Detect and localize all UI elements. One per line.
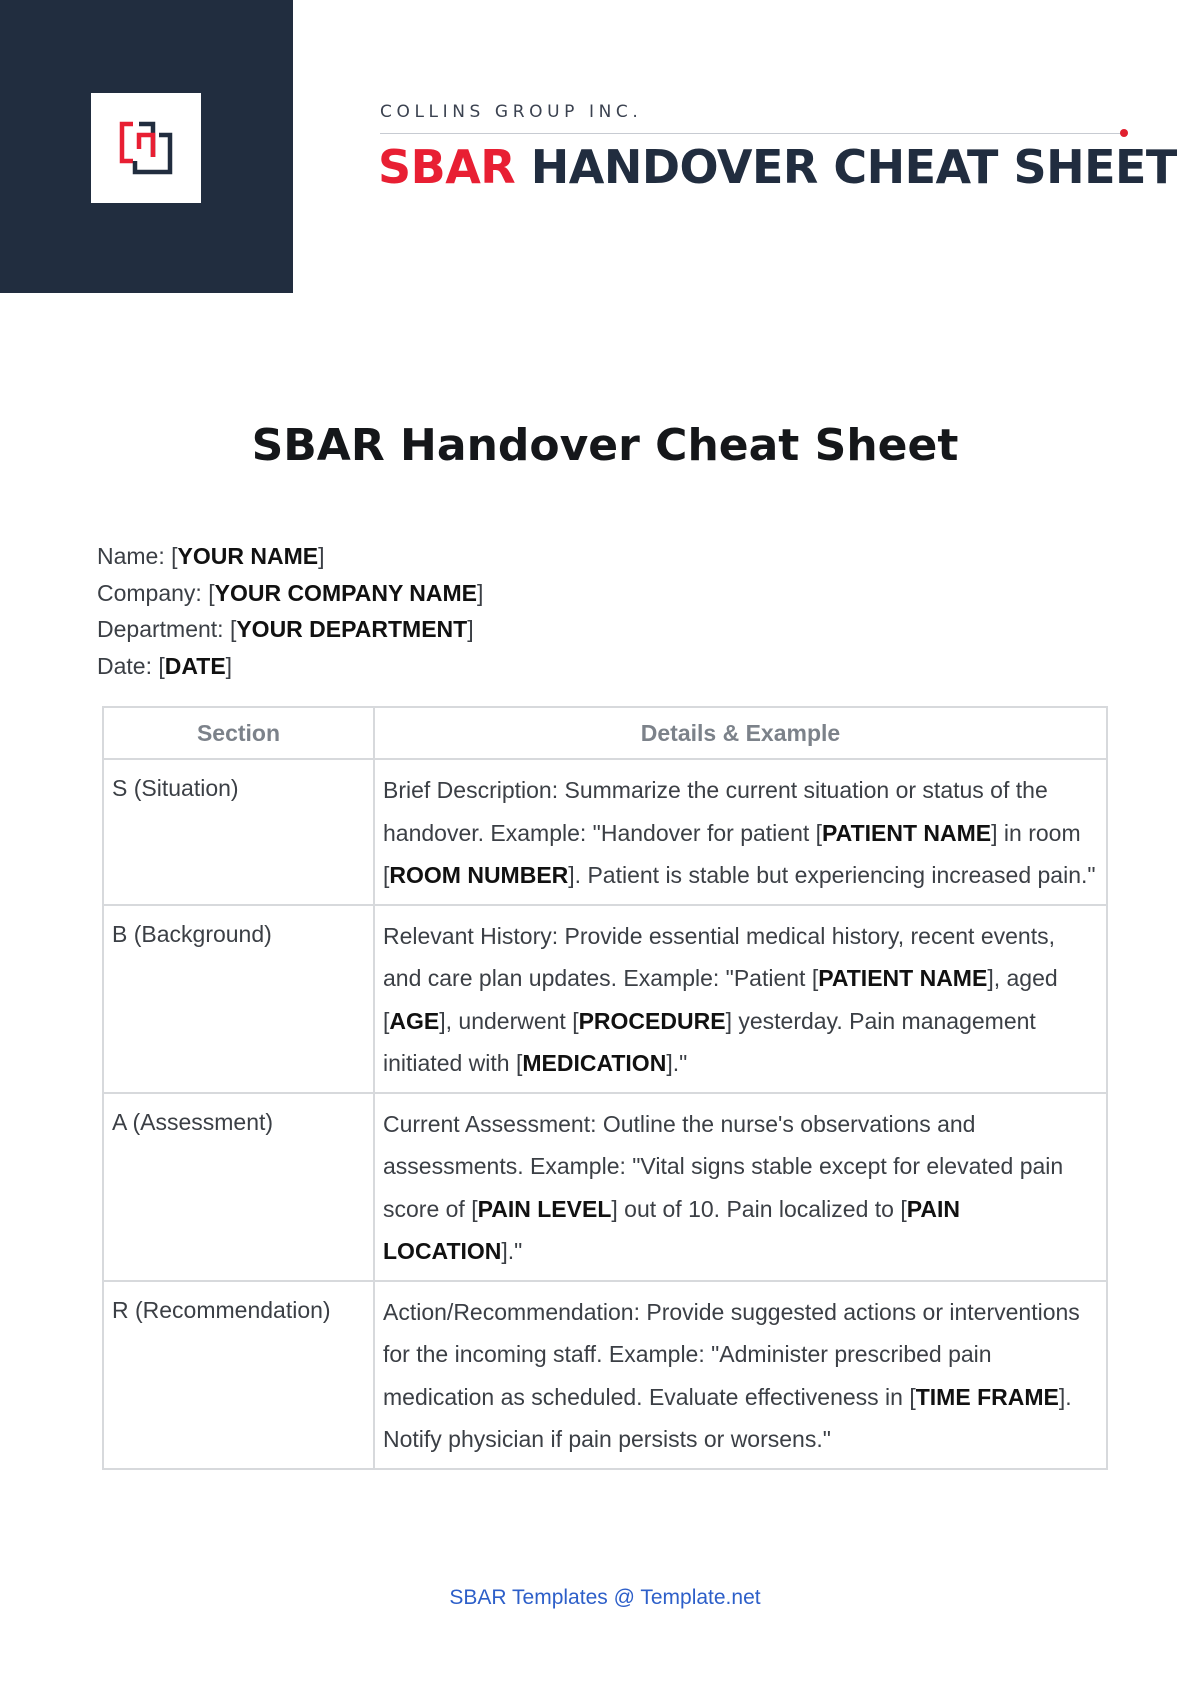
section-cell: B (Background) [103, 905, 374, 1093]
company-name: COLLINS GROUP INC. [380, 102, 643, 122]
section-cell: A (Assessment) [103, 1093, 374, 1281]
name-field: Name: [YOUR NAME] [97, 543, 325, 569]
field-label: Date: [97, 652, 159, 679]
headline-accent: SBAR [378, 140, 516, 194]
footer-link[interactable]: SBAR Templates @ Template.net [449, 1586, 761, 1609]
details-text: ]. Patient is stable but experiencing increased pain." [568, 862, 1096, 888]
table-row [103, 759, 1107, 905]
details-text: Relevant History: Provide essential medical history, recent events, and care plan updates. Example: "Patient [ [383, 922, 1055, 991]
details-text: ]. Notify physician if pain persists or worsens." [383, 1383, 1072, 1452]
header-band [0, 0, 293, 293]
date-field: Date: [DATE] [97, 652, 233, 679]
field-value: YOUR DEPARTMENT [236, 616, 468, 642]
details-text: Brief Description: Summarize the current situation or status of the handover. Example: "Handover for patient [ [383, 777, 1048, 846]
header-divider [380, 133, 1124, 134]
field-label: Department: [97, 616, 230, 642]
section-cell: R (Recommendation) [103, 1281, 374, 1469]
divider-dot [1120, 129, 1128, 137]
department-field: Department: [YOUR DEPARTMENT] [97, 616, 474, 642]
field-value: YOUR NAME [177, 543, 319, 569]
details-cell [374, 1093, 1107, 1281]
details-cell [374, 759, 1107, 905]
table-header-row [103, 707, 1107, 759]
table-row [103, 1281, 1107, 1469]
placeholder-text: PATIENT NAME [822, 819, 992, 846]
details-text: ], aged [ [383, 965, 1058, 1034]
placeholder-text: PATIENT NAME [818, 965, 988, 991]
placeholder-text: PROCEDURE [578, 1007, 726, 1034]
sbar-table [102, 706, 1108, 1470]
field-label: Company: [97, 579, 209, 606]
table-row [103, 1093, 1107, 1281]
document-fields [97, 538, 483, 684]
placeholder-text: PAIN LEVEL [477, 1195, 612, 1222]
document-title: SBAR Handover Cheat Sheet [251, 420, 959, 471]
placeholder-text: ROOM NUMBER [389, 862, 569, 888]
placeholder-text: MEDICATION [522, 1050, 667, 1076]
column-header-section: Section [103, 707, 374, 759]
field-value: DATE [164, 652, 226, 679]
details-text: ] yesterday. Pain management initiated with [ [383, 1007, 1036, 1076]
details-cell [374, 905, 1107, 1093]
headline-rest: HANDOVER CHEAT SHEET [515, 140, 1177, 194]
details-text: ] out of 10. Pain localized to [ [611, 1195, 907, 1222]
placeholder-text: TIME FRAME [915, 1383, 1059, 1410]
details-text: Current Assessment: Outline the nurse's observations and assessments. Example: "Vital signs stable except for elevated pain score of [ [383, 1110, 1064, 1222]
placeholder-text: AGE [389, 1007, 440, 1034]
details-text: ] in room [ [383, 819, 1081, 888]
table-row [103, 905, 1107, 1093]
field-label: Name: [97, 543, 172, 569]
details-text: ]." [501, 1238, 523, 1264]
details-cell [374, 1281, 1107, 1469]
details-text: ], underwent [ [439, 1007, 579, 1034]
section-cell: S (Situation) [103, 759, 374, 905]
table-body [103, 759, 1107, 1469]
details-text: Action/Recommendation: Provide suggested actions or interventions for the incoming staff. Example: "Administer prescribed pain medication as scheduled. Evaluate effectiveness in [ [383, 1298, 1080, 1410]
company-field: Company: [YOUR COMPANY NAME] [97, 579, 484, 606]
field-value: YOUR COMPANY NAME [214, 579, 477, 606]
placeholder-text: PAIN LOCATION [383, 1195, 960, 1264]
company-logo [91, 93, 201, 203]
interlocking-brackets-logo-icon [115, 117, 177, 179]
header-headline [378, 140, 1177, 194]
column-header-details: Details & Example [374, 707, 1107, 759]
details-text: ]." [666, 1050, 688, 1076]
